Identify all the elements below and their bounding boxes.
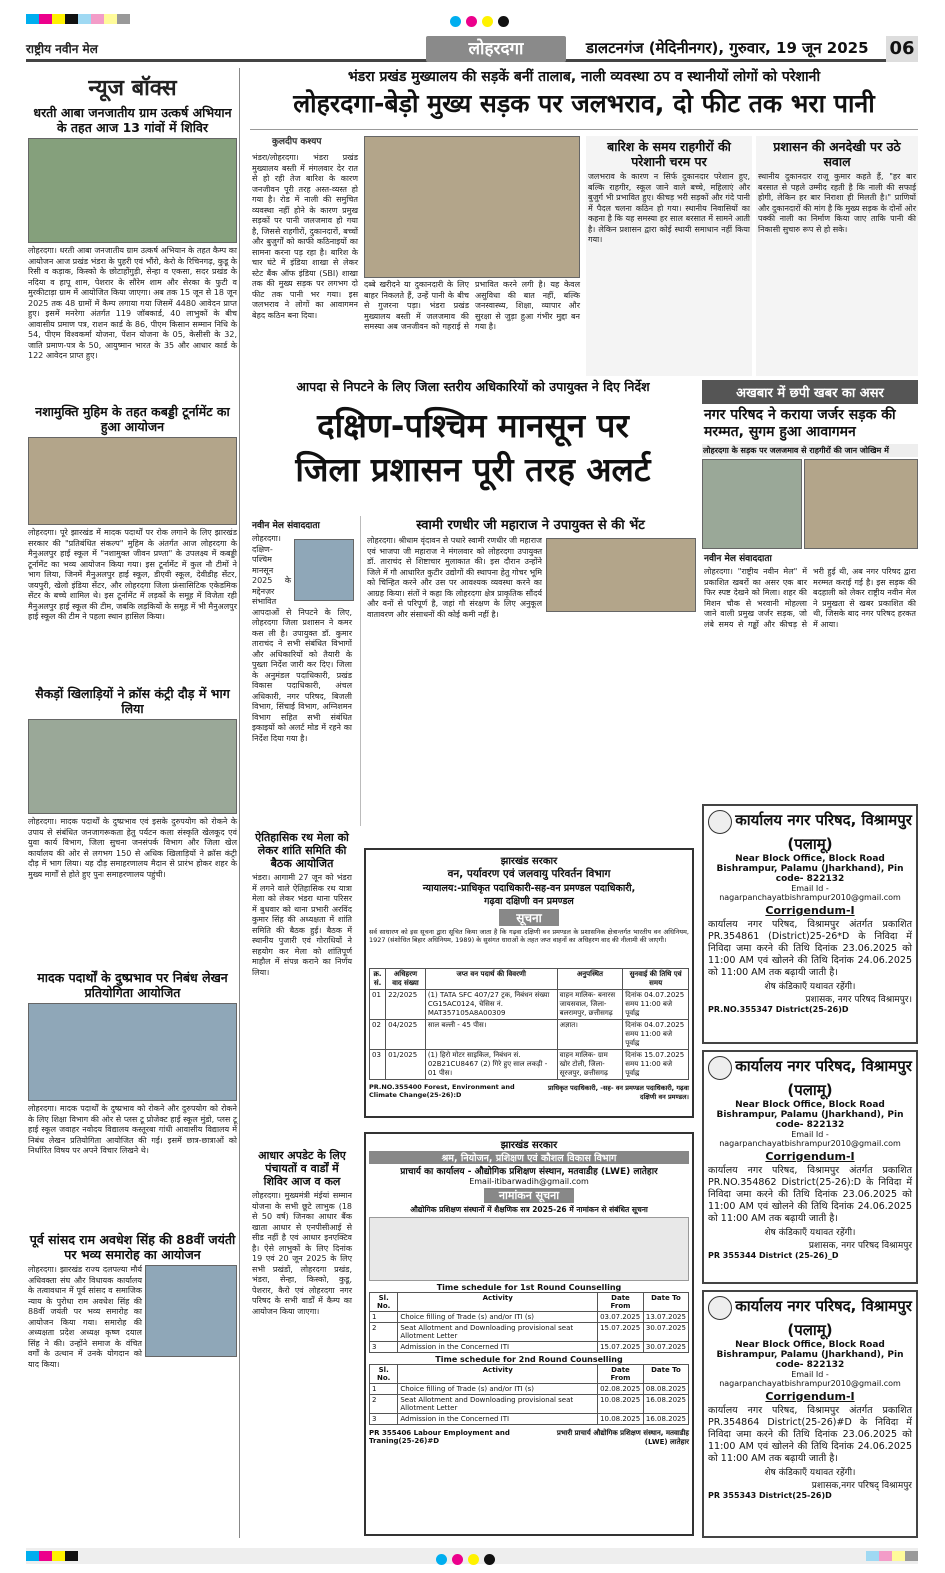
table-header: Sl. No. <box>370 1365 398 1384</box>
table-row <box>370 990 689 1020</box>
road-photo <box>804 459 918 549</box>
table-cell: 13.07.2025 <box>643 1312 688 1323</box>
iti-footer: PR 355406 Labour Employment and Traning(25-26)#D <box>369 1429 510 1445</box>
corrigendum-ad <box>702 804 918 1044</box>
iti-intro: औद्योगिक प्रशिक्षण संस्थानों में शैक्षणिक सत्र 2025-26 में नामांकन से संबंधित सूचना <box>410 1205 648 1214</box>
news-box-title: न्यूज बॉक्स <box>88 76 177 101</box>
table-cell: Admission in the Concerned ITI <box>398 1342 598 1353</box>
iti-schedule-title-2: Time schedule for 2nd Round Counselling <box>435 1355 623 1364</box>
ad-pr: PR 355344 District (25-26)_D <box>708 1251 839 1260</box>
table-header: Date To <box>643 1293 688 1312</box>
table-header: जप्त वन पदार्थ की विवरणी <box>425 969 557 990</box>
ad-address: Near Block Office, Block Road Bishrampur, Palamu (Jharkhand), Pin code- 822132 <box>716 1340 904 1370</box>
news-item-body: लोहरदगा। मादक पदार्थों के दुष्प्रभाव एवं इसके दुरुपयोग को रोकने के उपाय से संबंधित जनजागरूकता हेतु पर्यटन कला संस्कृति खेलकूद एवं युवा कार्य विभाग, जिला सुचना जनसंपर्क विभाग और जिला खेल कार्यालय की ओर से लगभग 150 से अधिक खिलाड़ियों ने क्रॉस कंट्री दौड़ में भाग लिया। यह दौड़ समाहरणालय मैदान से प्रारंभ होकर शहर के मुख्य मार्गों से होते हुए पुनः समाहरणालय पहुंची। <box>28 817 237 879</box>
ad-sign: प्रशासक,नगर परिषद् विश्रामपुर <box>811 1481 912 1491</box>
ad-title: कार्यालय नगर परिषद, विश्रामपुर (पलामू) <box>735 1057 912 1099</box>
news-item-headline: सैकड़ों खिलाड़ियों ने क्रॉस कंट्री दौड़ में भाग लिया <box>35 686 230 716</box>
table-header: अधिहरण वाद संख्या <box>386 969 426 990</box>
dateline: डालटनगंज (मेदिनीनगर), गुरुवार, 19 जून 2025 <box>586 39 869 57</box>
table-row <box>370 1323 689 1342</box>
ad-corrigendum: Corrigendum-I <box>765 904 855 917</box>
table-cell: वाहन मालिक- बनारस जायसवाल, जिला- बलरामपुर, छत्तीसगढ़ <box>557 990 623 1020</box>
ad-note: शेष कंडिकाएँ यथावत रहेंगी। <box>764 1228 856 1238</box>
swami-headline: स्वामी रणधीर जी महाराज ने उपायुक्त से की भेंट <box>416 518 645 533</box>
ad-text: कार्यालय नगर परिषद, विश्रामपुर अंतर्गत प्रकाशित PR.NO.354862 District(25-26):D के निविदा में निविदा जमा करने की तिथि दिनांक 23.06.2025 को 11:00 AM एवं खोलने की तिथि दिनांक 24.06.2025 को 11:00 AM तक बढ़ायी जाती है। <box>708 1165 912 1224</box>
side-box-headline: प्रशासन की अनदेखी पर उठे सवाल <box>773 139 901 169</box>
table-cell: अज्ञात। <box>557 1020 623 1050</box>
iti-sign: प्रभारी प्राचार्य औद्योगिक प्रशिक्षण संस्थान, मतवाडीह (LWE) लातेहार <box>556 1429 689 1446</box>
table-cell: 15.07.2025 <box>598 1323 644 1342</box>
main-story-body-a: भंडरा/लोहरदगा। भंडरा प्रखंड मुख्यालय बस्ती में मंगलवार देर रात से हो रही तेज बारिश के कारण जनजीवन पूरी तरह अस्त-व्यस्त हो गया है। रोड में नाली की समुचित व्यवस्था नहीं होने के कारण प्रमुख सड़कों पर पानी जलजमाव हो गया है, जिससे राहगीरों, दुकानदारों, बच्चों और बुजुर्गों को काफी कठिनाइयों का सामना करना पड़ रहा है। बारिश के चार घंटे में इंडिया शाखा से लेकर स्टेट बैंक ऑफ इंडिया (SBI) शाखा तक की मुख्य सड़क पर लगभग दो फीट तक पानी भर गया। इस जलभराव ने लोगों का आवागमन बेहद कठिन बना दिया। <box>252 153 358 320</box>
color-registration-strip-bottom <box>26 1548 918 1564</box>
table-cell: 10.08.2025 <box>598 1414 644 1425</box>
news-item-headline: मादक पदार्थों के दुष्प्रभाव पर निबंध लेखन प्रतियोगिता आयोजित <box>37 970 228 1000</box>
iti-notice-title: नामांकन सूचना <box>484 1188 574 1203</box>
table-cell: 01/2025 <box>386 1050 426 1080</box>
forest-tender-notice <box>364 848 694 1118</box>
table-cell: 02.08.2025 <box>598 1384 644 1395</box>
news-item-headline: नशामुक्ति मुहिम के तहत कबड्डी टूर्नामेंट का हुआ आयोजन <box>35 404 230 434</box>
iti-schedule-table-image <box>369 1217 689 1281</box>
tender-dept: वन, पर्यावरण एवं जलवायु परिवर्तन विभाग <box>447 868 611 880</box>
monsoon-story-col <box>250 516 354 842</box>
table-cell: दिनांक 04.07.2025 समय 11:00 बजे पूर्वाह्न <box>623 1020 689 1050</box>
swami-story <box>360 516 696 826</box>
tender-footer-right: प्राधिकृत पदाधिकारी, -सह- वन प्रमण्डल पदाधिकारी, गढ़वा दक्षिणी वन प्रमण्डल। <box>548 1084 689 1101</box>
main-story-header <box>250 68 918 130</box>
table-cell: 15.07.2025 <box>598 1342 644 1353</box>
table-cell: 16.08.2025 <box>643 1414 688 1425</box>
table-cell: 22/2025 <box>386 990 426 1020</box>
table-row <box>370 1050 689 1080</box>
table-cell: 2 <box>370 1395 398 1414</box>
table-cell: दिनांक 04.07.2025 समय 11:00 बजे पूर्वाह्न <box>623 990 689 1020</box>
news-photo <box>28 437 237 525</box>
table-row <box>370 1395 689 1414</box>
tender-footer-left: PR.NO.355400 Forest, Environment and Climate Change(25-26):D <box>369 1083 515 1099</box>
news-photo <box>145 1265 237 1357</box>
waterlogging-photo <box>364 136 580 278</box>
iti-office: प्राचार्य का कार्यालय - औद्योगिक प्रशिक्षण संस्थान, मतवाडीह (LWE) लातेहार <box>400 1167 658 1177</box>
table-cell: 02 <box>370 1020 386 1050</box>
main-story-headline: लोहरदगा-बेड़ो मुख्य सड़क पर जलभराव, दो फीट तक भरा पानी <box>293 89 875 118</box>
table-cell: 3 <box>370 1414 398 1425</box>
tender-office: न्यायालय:-प्राधिकृत पदाधिकारी-सह-वन प्रमण्डल पदाधिकारी, <box>422 883 636 894</box>
table-row <box>370 1414 689 1425</box>
tender-title: सूचना <box>499 909 559 926</box>
table-header: Date From <box>598 1365 644 1384</box>
tender-division: गढ़वा दक्षिणी वन प्रमण्डल <box>484 896 574 907</box>
impact-body: लोहरदगा। "राष्ट्रीय नवीन मेल" में प्रकाशित खबरों का असर एक बार फिर स्पष्ट देखने को मिला। शहर की मिशन चौक से भरवानी मोहल्ला जाने वाली प्रमुख जर्जर सड़क, जो लंबे समय से गड्ढों और कीचड़ से भरी हुई थी, अब नगर परिषद द्वारा मरम्मत कराई गई है। इस सड़क की बदहाली को लेकर राष्ट्रीय नवीन मेल ने प्रमुखता से खबर प्रकाशित की थी, जिसके बाद नगर परिषद हरकत में आया। <box>704 567 916 629</box>
publication-name: राष्ट्रीय नवीन मेल <box>26 42 98 56</box>
state-emblem-icon <box>708 1056 732 1080</box>
swami-body: लोहरदगा। श्रीधाम वृंदावन से पधारे स्वामी रणधीर जी महाराज एवं भाजपा जी महाराज ने मंगलवार को लोहरदगा उपायुक्त डॉ. ताराचंद से शिष्टाचार मुलाकात की। इस दौरान उन्होंने जिले में गौ आधारित कुटीर उद्योगों की स्थापना हेतु गोचर भूमि को चिन्हित करने और उस पर आवश्यक व्यवस्था करने का आग्रह किया। संतों ने कहा कि लोहरदगा क्षेत्र प्राकृतिक सौंदर्य और वनों से परिपूर्ण है, जहां गौ संरक्षण के लिए अनुकूल वातावरण और संसाधनों की कोई कमी नहीं है। <box>367 536 542 619</box>
ad-note: शेष कंडिकाएँ यथावत रहेंगी। <box>764 1468 856 1478</box>
aadhaar-body: लोहरदगा। मुख्यमंत्री मंईयां सम्मान योजना के सभी छूटे लाभुक (18 से 50 वर्ष) जिनका आधार बैंक खाता आधार से एनपीसीआई से सीड नहीं है एवं आधार इनएक्टिव है। ऐसे लाभुकों के लिए दिनांक 19 एवं 20 जून 2025 के लिए सभी प्रखंडों, लोहरदगा प्रखंड, भंडरा, सेन्हा, किस्को, कुडू, पेशरार, कैरो एवं लोहरदगा नगर परिषद के सभी वार्डों में कैम्प का आयोजन किया जाएगा। <box>252 1191 352 1316</box>
table-cell: Seat Allotment and Downloading provisional seat Allotment Letter <box>398 1395 598 1414</box>
main-story-col-a <box>250 134 360 374</box>
table-cell: Admission in the Concerned ITI <box>398 1414 598 1425</box>
iti-dept: श्रम, नियोजन, प्रशिक्षण एवं कौशल विकास विभाग <box>369 1151 689 1164</box>
table-cell: Choice filling of Trade (s) and/or ITI (s) <box>398 1312 598 1323</box>
side-box-headline: बारिश के समय राहगीरों की परेशानी चरम पर <box>607 139 731 169</box>
table-cell: 30.07.2025 <box>643 1342 688 1353</box>
ad-corrigendum: Corrigendum-I <box>765 1390 855 1403</box>
table-cell: 2 <box>370 1323 398 1342</box>
table-row <box>370 1384 689 1395</box>
news-photo <box>28 1003 237 1101</box>
table-cell: साल बल्ली - 45 पीस। <box>425 1020 557 1050</box>
monsoon-byline: नवीन मेल संवाददाता <box>252 521 320 531</box>
table-cell: (1) TATA SFC 407/27 ट्रक, निबंधन संख्या CG15AC0124, चेसिस नं. MAT357105A8A00309 <box>425 990 557 1020</box>
side-box-body: जलभराव के कारण न सिर्फ दुकानदार परेशान हुए, बल्कि राहगीर, स्कूल जाने वाले बच्चे, महिलाएं और बुजुर्ग भी प्रभावित हुए। कीचड़ भरी सड़कों और गंदे पानी में पैदल चलना कठिन हो गया। स्थानीय निवासियों का कहना है कि यह समस्या हर साल बरसात में सामने आती है। लेकिन प्रशासन द्वारा कोई स्थायी समाधान नहीं किया गया। <box>588 172 750 244</box>
fair-headline: ऐतिहासिक रथ मेला को लेकर शांति समिति की बैठक आयोजित <box>255 831 349 870</box>
iti-notice <box>364 1132 694 1536</box>
table-cell: 03.07.2025 <box>598 1312 644 1323</box>
iti-email: Email-itibarwadih@gmail.com <box>469 1177 589 1186</box>
ad-address: Near Block Office, Block Road Bishrampur, Palamu (Jharkhand), Pin code- 822132 <box>716 854 904 884</box>
color-registration-strip-top <box>26 14 130 24</box>
tender-table <box>369 968 689 1080</box>
table-cell: (1) हिरो मोटर साइकिल, निबंधन सं. 02B21CU8467 (2) गिरे हुए साल लकड़ी - 01 पीस। <box>425 1050 557 1080</box>
iti-round2-table <box>369 1364 689 1425</box>
news-photo <box>28 138 237 243</box>
monsoon-headline-line2: जिला प्रशासन पूरी तरह अलर्ट <box>295 450 651 489</box>
table-header: Activity <box>398 1365 598 1384</box>
table-row <box>370 1312 689 1323</box>
news-item-headline: पूर्व सांसद राम अवधेश सिंह की 88वीं जयंती पर भव्य समारोह का आयोजन <box>29 1232 236 1262</box>
main-story-byline: कुलदीप कश्यप <box>272 137 322 147</box>
ad-pr: PR.NO.355347 District(25-26)D <box>708 1005 849 1014</box>
monsoon-body: लोहरदगा। दक्षिण-पश्चिम मानसून 2025 के मद्देनज़र संभावित आपदाओं से निपटने के लिए, लोहरदगा जिला प्रशासन ने कमर कस ली है। उपायुक्त डॉ. कुमार ताराचंद ने सभी संबंधित विभागों और अधिकारियों को तैयारी के पुख्ता निर्देश जारी कर दिए। जिला के अनुमंडल पदाधिकारी, प्रखंड विकास पदाधिकारी, अंचल अधिकारी, नगर परिषद, बिजली विभाग, सिंचाई विभाग, अग्निशमन विभाग सहित सभी संबंधित इकाइयों को अलर्ट मोड में रहने का निर्देश दिया गया है। <box>252 534 352 743</box>
table-row <box>370 1020 689 1050</box>
table-cell: 10.08.2025 <box>598 1395 644 1414</box>
ad-email: Email Id - nagarpanchayatbishrampur2010@gmail.com <box>719 1130 901 1148</box>
table-cell: 01 <box>370 990 386 1020</box>
fair-story <box>250 828 354 977</box>
monsoon-kicker: आपदा से निपटने के लिए जिला स्तरीय अधिकारियों को उपायुक्त ने दिए निर्देश <box>296 379 650 394</box>
table-cell: 04/2025 <box>386 1020 426 1050</box>
ad-text: कार्यालय नगर परिषद, विश्रामपुर अंतर्गत प्रकाशित PR.354864 District(25-26)#D के निविदा में निविदा जमा करने की तिथि दिनांक 23.06.2025 को 11:00 AM एवं खोलने की तिथि दिनांक 24.06.2025 को 11:00 AM तक बढ़ायी जाती है। <box>708 1405 912 1464</box>
table-header: अनुपस्थित <box>557 969 623 990</box>
road-photo <box>702 459 802 549</box>
ad-corrigendum: Corrigendum-I <box>765 1150 855 1163</box>
iti-round1-table <box>369 1292 689 1353</box>
side-box-rain <box>586 136 752 376</box>
table-cell: 16.08.2025 <box>643 1395 688 1414</box>
fair-body: भंडरा। आगामी 27 जून को भंडरा में लगने वाले ऐतिहासिक रथ यात्रा मेला को लेकर भंडरा थाना परिसर में बुधवार को थाना प्रभारी अरविंद कुमार सिंह की अध्यक्षता में शांति समिति की बैठक हुई। बैठक में स्थानीय पुजारी एवं गोराधियों ने सहयोग कर मेला को शांतिपूर्ण माहौल में संपन्न कराने का निर्णय लिया। <box>252 873 352 977</box>
corrigendum-ad <box>702 1290 918 1538</box>
news-photo <box>28 719 237 814</box>
impact-banner: अखबार में छपी खबर का असर <box>702 380 918 404</box>
table-header: क्र. सं. <box>370 969 386 990</box>
ad-email: Email Id - nagarpanchayatbishrampur2010@gmail.com <box>719 884 901 902</box>
main-story-kicker: भंडरा प्रखंड मुख्यालय की सड़कें बनीं तालाब, नाली व्यवस्था ठप व स्थानीयों लोगों को परेशानी <box>347 69 821 85</box>
state-emblem-icon <box>708 1296 732 1320</box>
ad-pr: PR 355343 District(25-26)D <box>708 1491 832 1500</box>
news-box-column <box>26 68 240 1538</box>
news-item-body: लोहरदगा। पूरे झारखंड में मादक पदार्थों पर रोक लगाने के लिए झारखंड सरकार की "प्रतिबंधित संकल्प" मुहिम के अंतर्गत आज लोहरदगा के मैनुअलपुर हाई स्कूल में "नशामुक्त जीवन प्रण्ता" के उपलक्ष्य में कबड्डी टूर्नामेंट का भव्य आयोजन किया गया। इस टूर्नामेंट में कुल नौ टीमों ने भाग लिया, जिनमें मैनुअलपुर हाई स्कूल, डीएवी स्कूल, देवीडीह सेंटर, जयपुरी, खेलो इंडिया सेंटर, और लोहरदगा जिला फ्रंसासिटिक एकेडमिक सेंटर के बच्चे शामिल थे। इस टूर्नामेंट में लड़कों के समूह में विजेता रही मैनुअलपुर हाई स्कूल की टीम, जबकि लड़कियों के समूह में भी मैनुअलपुर हाई स्कूल की टीम ने पहला स्थान हासिल किया। <box>28 528 237 621</box>
page-header <box>26 36 918 62</box>
state-emblem-icon <box>708 810 732 834</box>
impact-story <box>702 380 918 798</box>
main-story-body-b: दब्बे खरीदने या दुकानदारी के लिए बाहर निकलते हैं, उन्हें पानी के बीच से गुजरना पड़ा। भंडरा प्रखंड मुख्यालय बस्ती में जलजमाव की समस्या अब जनजीवन को गहराई से प्रभावित करने लगी है। यह केवल असुविधा की बात नहीं, बल्कि जनस्वास्थ्य, शिक्षा, व्यापार और सुरक्षा से जुड़ा हुआ गंभीर मुद्दा बन गया है। <box>364 280 580 331</box>
impact-byline: नवीन मेल संवाददाता <box>704 554 772 564</box>
aadhaar-story <box>250 1146 354 1536</box>
ad-sign: प्रशासक, नगर परिषद विश्रामपुर। <box>805 995 912 1005</box>
table-cell: दिनांक 15.07.2025 समय 11:00 बजे पूर्वाह्न <box>623 1050 689 1080</box>
official-photo <box>294 539 354 601</box>
table-cell: Choice filling of Trade (s) and/or ITI (s) <box>398 1384 598 1395</box>
table-cell: 03 <box>370 1050 386 1080</box>
iti-gov: झारखंड सरकार <box>500 1140 558 1151</box>
table-cell: 08.08.2025 <box>643 1384 688 1395</box>
side-box-body: स्थानीय दुकानदार राजू कुमार कहते हैं, "हर बार बरसात से पहले उम्मीद रहती है कि नाली की सफाई होगी, लेकिन हर बार निराशा ही मिलती है।" प्राणियों और दुकानदारों की मांग है कि मुख्य सड़क के दोनों ओर पक्की नाली का निर्माण किया जाए ताकि पानी की निकासी सुचारु रूप से हो सके। <box>758 172 916 234</box>
ad-title: कार्यालय नगर परिषद, विश्रामपुर (पलामू) <box>735 1297 912 1339</box>
ad-text: कार्यालय नगर परिषद, विश्रामपुर अंतर्गत प्रकाशित PR.354861 (District)25-26*D के निविदा में निविदा जमा करने की तिथि दिनांक 23.06.2025 को 11:00 AM एवं खोलने की तिथि दिनांक 24.06.2025 को 11:00 AM तक बढ़ायी जाती है। <box>708 919 912 978</box>
table-cell: Seat Allotment and Downloading provisional seat Allotment Letter <box>398 1323 598 1342</box>
iti-schedule-title: Time schedule for 1st Round Counselling <box>436 1283 622 1292</box>
table-header: Sl. No. <box>370 1293 398 1312</box>
monsoon-story-header <box>250 378 696 512</box>
tender-intro: सर्व साधारण को इस सूचना द्वारा सूचित किया जाता है कि गढ़वा दक्षिणी वन प्रमण्डल के प्रशासनिक क्षेत्रान्तर्गत भारतीय वन अधिनियम, 1927 (संशोधित बिहार अधिनियम, 1989) के सुसंगत धाराओं के तहत जप्त वाहनों का अधिहरण वाद की नीलामी की जाएगी। <box>369 928 689 944</box>
news-item-body: लोहरदगा। मादक पदार्थों के दुष्प्रभाव को रोकने और दुरुपयोग को रोकने के लिए शिक्षा विभाग की ओर से प्लस टू प्रोजेक्ट हाई स्कूल मुंडो, प्लस टू हाई स्कूल जवाहर नवोदय विद्यालय कस्तूरबा गांधी आवासीय विद्यालय में निबंध लेखन प्रतियोगिता आयोजित की गई। इसमें छात्र-छात्राओं को निर्धारित विषय पर अपने विचार लिखने थे। <box>28 1104 237 1155</box>
aadhaar-headline: आधार अपडेट के लिए पंचायतों व वार्डों में शिविर आज व कल <box>258 1149 346 1188</box>
table-cell: 30.07.2025 <box>643 1323 688 1342</box>
page-number: 06 <box>886 36 918 62</box>
news-item-body: लोहरदगा। झारखंड राज्य दलपल्या मौर्य अधिवक्ता संघ और विधायक कार्यालय के तत्वावधान में पूर्व सांसद व समाजिक न्याय के पुरोधा राम अवधेश सिंह की 88वीं जयंती पर भव्य समारोह का आयोजन किया गया। समारोह की अध्यक्षता प्रदेश अध्यक्ष कृष्ण दयाल सिंह ने की। उन्होंने समाज के वंचित वर्गों के उत्थान में उनके योगदान को याद किया। <box>28 1265 142 1369</box>
table-header: Date To <box>643 1365 688 1384</box>
swami-photo <box>546 538 696 612</box>
corrigendum-ad <box>702 1050 918 1284</box>
monsoon-headline-line1: दक्षिण-पश्चिम मानसून पर <box>317 406 629 445</box>
news-item-body: लोहरदगा। धरती आबा जनजातीय ग्राम उत्कर्ष अभियान के तहत कैम्प का आयोजन आज प्रखंड भंडरा के पुहरी एवं भौंरो, केरो के रिचिनगढ़, कुडू के रिसी व कड़ाक, किस्को के छोटाहोंगुड़ी, सेन्हा व एकसा, सदर प्रखंड के नदिया व हापू शाम, पेशरार के सौरेम शाम और सेरका के फुटी व मुरकीटाड़ा ग्राम में आयोजित किया जाएगा। अब तक 15 जून से 18 जून 2025 तक 48 ग्रामों में कैम्प लगाया गया जिसमें 4480 आवेदन प्राप्त हुए। इसमें मनरेगा अंतर्गत 119 जॉबकार्ड, 40 लाभुकों के बीच आवासीय प्रमाण पत्र, राशन कार्ड के 86, पीएम किसान सम्मान निधि के 54, पीएम विश्वकर्मा योजना, पेंशन योजना के 05, केसीसी के 32, जाति प्रमाण-पत्र के 50, आयुष्मान भारत के 35 और आधार कार्ड के 122 आवेदन प्राप्त हुए। <box>28 246 237 360</box>
table-header: Date From <box>598 1293 644 1312</box>
news-item-headline: धरती आबा जनजातीय ग्राम उत्कर्ष अभियान के तहत आज 13 गांवों में शिविर <box>33 105 232 135</box>
table-header: Activity <box>398 1293 598 1312</box>
tender-gov: झारखंड सरकार <box>500 856 558 867</box>
table-cell: 1 <box>370 1312 398 1323</box>
side-box-admin <box>756 136 918 376</box>
table-row <box>370 1342 689 1353</box>
table-header: सुनवाई की तिथि एवं समय <box>623 969 689 990</box>
ad-address: Near Block Office, Block Road Bishrampur, Palamu (Jharkhand), Pin code- 822132 <box>716 1100 904 1130</box>
clip-caption: लोहरदगा के सड़क पर जलजमाव से राहगीरों की जान जोखिम में <box>702 444 918 457</box>
section-tag: लोहरदगा <box>426 36 566 62</box>
table-cell: 1 <box>370 1384 398 1395</box>
impact-headline: नगर परिषद ने कराया जर्जर सड़क की मरम्मत, सुगम हुआ आवागमन <box>704 407 896 440</box>
ad-title: कार्यालय नगर परिषद, विश्रामपुर (पलामू) <box>735 811 912 853</box>
table-cell: वाहन मालिक- ग्राम खोर टोली, जिला- सूरजपुर, छत्तीसगढ़ <box>557 1050 623 1080</box>
ad-email: Email Id - nagarpanchayatbishrampur2010@gmail.com <box>719 1370 901 1388</box>
ad-note: शेष कंडिकाएँ यथावत रहेंगी। <box>764 982 856 992</box>
registration-marks <box>450 12 509 31</box>
table-cell: 3 <box>370 1342 398 1353</box>
ad-sign: प्रशासक, नगर परिषद विश्रामपुर <box>808 1241 912 1251</box>
